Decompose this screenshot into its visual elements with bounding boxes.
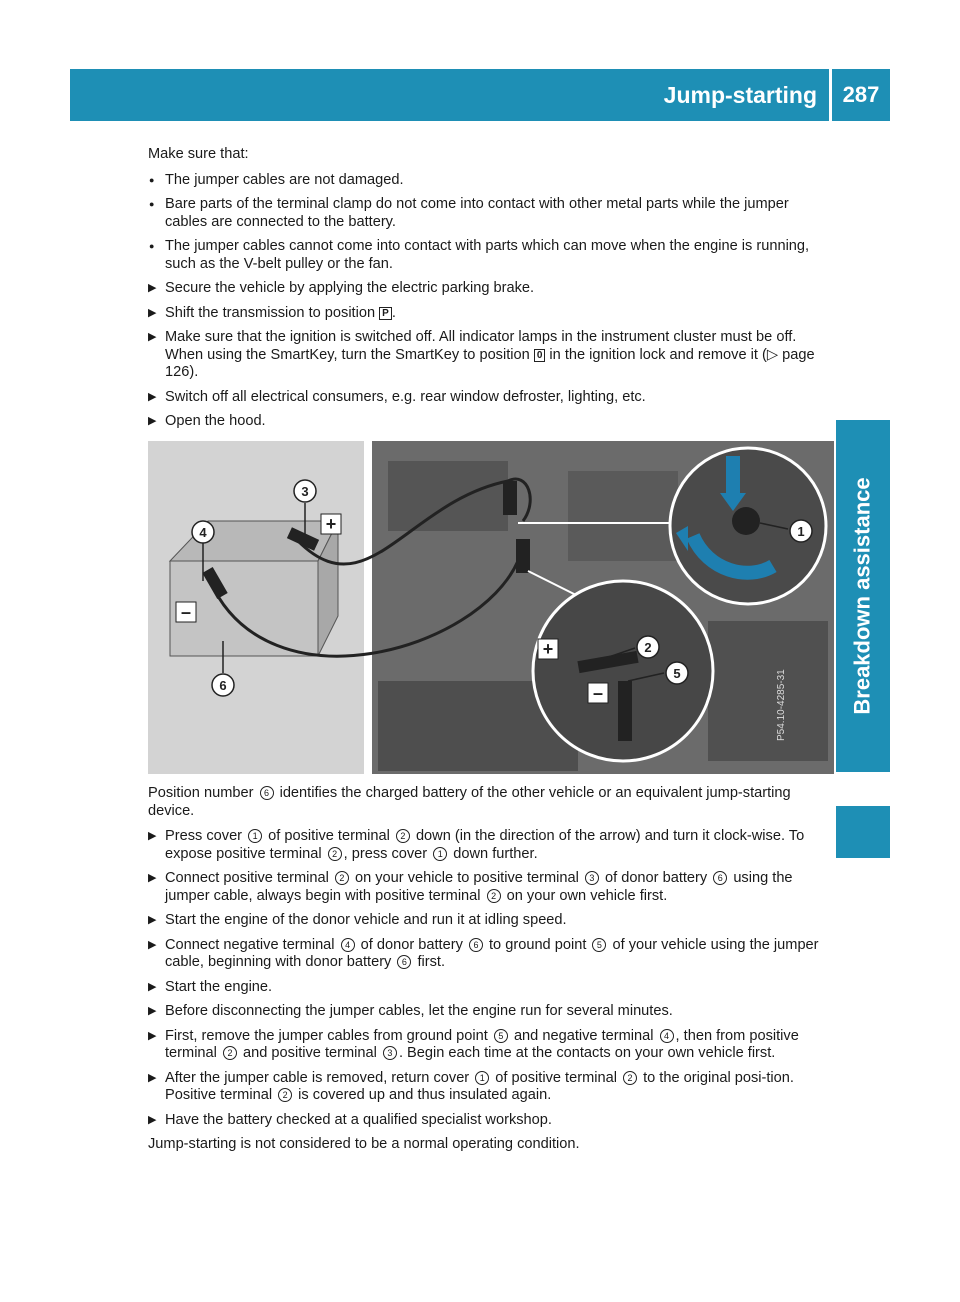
engine-part xyxy=(568,471,678,561)
callout-ref: 1 xyxy=(248,829,262,843)
vehicle-plus-label: + xyxy=(542,639,554,659)
terminal-cover xyxy=(732,507,760,535)
step-item xyxy=(148,280,832,298)
page-title: Jump-starting xyxy=(663,81,817,108)
check-item: ● Bare parts of the terminal clamp do not come into contact with other metal parts while the jumper cables are connected to the battery. xyxy=(148,196,832,231)
step-item xyxy=(148,1003,832,1021)
callout-6-label: 6 xyxy=(219,678,227,693)
step-text: After the jumper cable is removed, return cover xyxy=(165,1069,474,1086)
zoom-ground-clamp xyxy=(618,681,632,741)
callout-ref: 2 xyxy=(396,829,410,843)
step-text: Shift the transmission to position xyxy=(165,304,380,321)
step-arrow-icon: ▶ xyxy=(148,1029,157,1042)
step-arrow-icon: ▶ xyxy=(148,331,157,343)
donor-minus-label: – xyxy=(180,602,192,622)
step-item xyxy=(148,305,832,323)
intro-text: Make sure that: xyxy=(148,146,249,162)
step-arrow-icon: ▶ xyxy=(148,1071,157,1084)
callout-4-label: 4 xyxy=(199,525,207,540)
step-text: to the original posi-tion. Positive terminal xyxy=(165,1069,794,1103)
callout-ref: 6 xyxy=(469,938,483,952)
callout-ref: 5 xyxy=(494,1029,508,1043)
callout-ref: 1 xyxy=(475,1071,489,1085)
step-text: , then from positive terminal xyxy=(165,1027,799,1061)
step-text: of positive terminal xyxy=(491,1069,622,1086)
callout-ref: 2 xyxy=(487,889,501,903)
step-text: Start the engine of the donor vehicle and run it at idling speed. xyxy=(165,912,567,928)
step-item xyxy=(148,828,832,863)
callout-1-label: 1 xyxy=(797,524,805,539)
callout-2-label: 2 xyxy=(644,640,652,655)
step-item xyxy=(148,870,832,905)
side-tab-block xyxy=(836,806,890,858)
step-text: Open the hood. xyxy=(165,413,266,429)
header-bar xyxy=(70,69,890,121)
step-text: down further. xyxy=(449,845,538,862)
engine-positive-clamp xyxy=(503,481,517,515)
step-text: of donor battery xyxy=(356,936,467,953)
step-text: down (in the direction of the arrow) and turn it clock-wise. To expose positive terminal xyxy=(165,828,805,862)
note-text: identifies the charged battery of the other vehicle or an equivalent jump-starting device. xyxy=(148,785,791,819)
step-text: of positive terminal xyxy=(264,828,394,844)
check-item: ● The jumper cables are not damaged. xyxy=(148,172,832,190)
check-item: ● The jumper cables cannot come into contact with parts which can move when the engine is running, such as the V-belt pulley or the fan. xyxy=(148,238,832,273)
position-note xyxy=(148,785,832,820)
callout-ref: 3 xyxy=(585,871,599,885)
step-text: , press cover xyxy=(343,845,432,862)
callout-ref: 4 xyxy=(341,938,355,952)
step-text: to ground point xyxy=(484,936,591,953)
step-item xyxy=(148,413,832,431)
step-text: Connect positive terminal xyxy=(165,870,333,886)
callout-ref: 5 xyxy=(592,938,606,952)
step-text: Secure the vehicle by applying the electric parking brake. xyxy=(165,280,535,296)
step-text: Make sure that the ignition is switched off. All indicator lamps in the instrument cluster must be off. When using the SmartKey, turn the SmartKey to position xyxy=(165,329,797,363)
step-text: Have the battery checked at a qualified specialist workshop. xyxy=(165,1111,552,1128)
step-text: and positive terminal xyxy=(238,1045,381,1061)
donor-plus-label: + xyxy=(325,514,337,534)
step-arrow-icon: ▶ xyxy=(148,980,157,993)
illustration-drawing xyxy=(148,441,834,774)
callout-ref: 4 xyxy=(660,1029,674,1043)
step-text: using the jumper cable, always begin with positive terminal xyxy=(165,870,793,904)
step-item xyxy=(148,979,832,997)
step-arrow-icon: ▶ xyxy=(148,938,157,951)
engine-part xyxy=(388,461,508,531)
procedure-steps xyxy=(148,828,832,1129)
step-item xyxy=(148,1112,832,1130)
step-item xyxy=(148,329,832,382)
step-arrow-icon: ▶ xyxy=(148,1113,157,1126)
callout-5-label: 5 xyxy=(673,666,681,681)
step-text: . Begin each time at the contacts on your own vehicle first. xyxy=(398,1045,776,1061)
step-text: Connect negative terminal xyxy=(165,936,339,953)
callout-ref: 2 xyxy=(278,1088,292,1102)
callout-ref: 2 xyxy=(223,1046,237,1060)
step-text: first. xyxy=(413,954,446,970)
callout-ref: 2 xyxy=(335,871,349,885)
step-text: on your vehicle to positive terminal xyxy=(350,870,583,886)
callout-3-label: 3 xyxy=(301,484,309,499)
step-item xyxy=(148,912,832,930)
step-arrow-icon: ▶ xyxy=(148,306,157,319)
step-arrow-icon: ▶ xyxy=(148,872,157,884)
step-text: Switch off all electrical consumers, e.g. rear window defroster, lighting, etc. xyxy=(165,388,646,405)
step-arrow-icon: ▶ xyxy=(148,282,157,294)
vehicle-minus-label: – xyxy=(592,683,604,703)
step-arrow-icon: ▶ xyxy=(148,415,157,427)
side-tab-label: Breakdown assistance xyxy=(850,477,876,715)
step-text: and negative terminal xyxy=(509,1027,658,1044)
page-number: 287 xyxy=(842,82,880,107)
lower-content xyxy=(148,785,832,1162)
step-arrow-icon: ▶ xyxy=(148,830,157,842)
closing-text: Jump-starting is not considered to be a normal operating condition. xyxy=(148,1136,580,1152)
engine-ground-clamp xyxy=(516,539,530,573)
step-item xyxy=(148,1070,832,1105)
step-text: Start the engine. xyxy=(165,978,273,995)
callout-ref: 6 xyxy=(713,871,727,885)
step-text: Press cover xyxy=(165,828,247,844)
note-text: Position number xyxy=(148,785,258,801)
step-text: in the ignition lock and remove it (▷ page 126). xyxy=(165,346,815,380)
step-text: First, remove the jumper cables from ground point xyxy=(165,1027,492,1044)
step-item xyxy=(148,1028,832,1063)
step-text: of your vehicle using the jumper cable, beginning with donor battery xyxy=(165,936,819,970)
upper-content xyxy=(148,146,832,438)
step-text: . xyxy=(391,304,396,321)
callout-ref: 6 xyxy=(260,786,274,800)
step-text: on your own vehicle first. xyxy=(502,887,668,904)
step-arrow-icon: ▶ xyxy=(148,914,157,926)
callout-ref: 2 xyxy=(623,1071,637,1085)
step-text: Before disconnecting the jumper cables, let the engine run for several minutes. xyxy=(165,1003,673,1019)
step-text: of donor battery xyxy=(600,870,712,886)
step-item xyxy=(148,937,832,972)
callout-ref: 2 xyxy=(328,847,342,861)
jump-start-illustration xyxy=(148,441,834,774)
callout-ref: 6 xyxy=(397,955,411,969)
callout-ref: 3 xyxy=(383,1046,397,1060)
engine-part xyxy=(708,621,828,761)
gear-position-symbol: P xyxy=(379,307,392,320)
key-position-symbol: 0 xyxy=(534,349,546,362)
callout-ref: 1 xyxy=(433,847,447,861)
step-arrow-icon: ▶ xyxy=(148,1005,157,1017)
step-text: is covered up and thus insulated again. xyxy=(294,1087,552,1103)
side-tab xyxy=(836,420,890,772)
step-arrow-icon: ▶ xyxy=(148,390,157,403)
step-item xyxy=(148,389,832,407)
figure-code: P54.10-4285-31 xyxy=(776,669,787,741)
